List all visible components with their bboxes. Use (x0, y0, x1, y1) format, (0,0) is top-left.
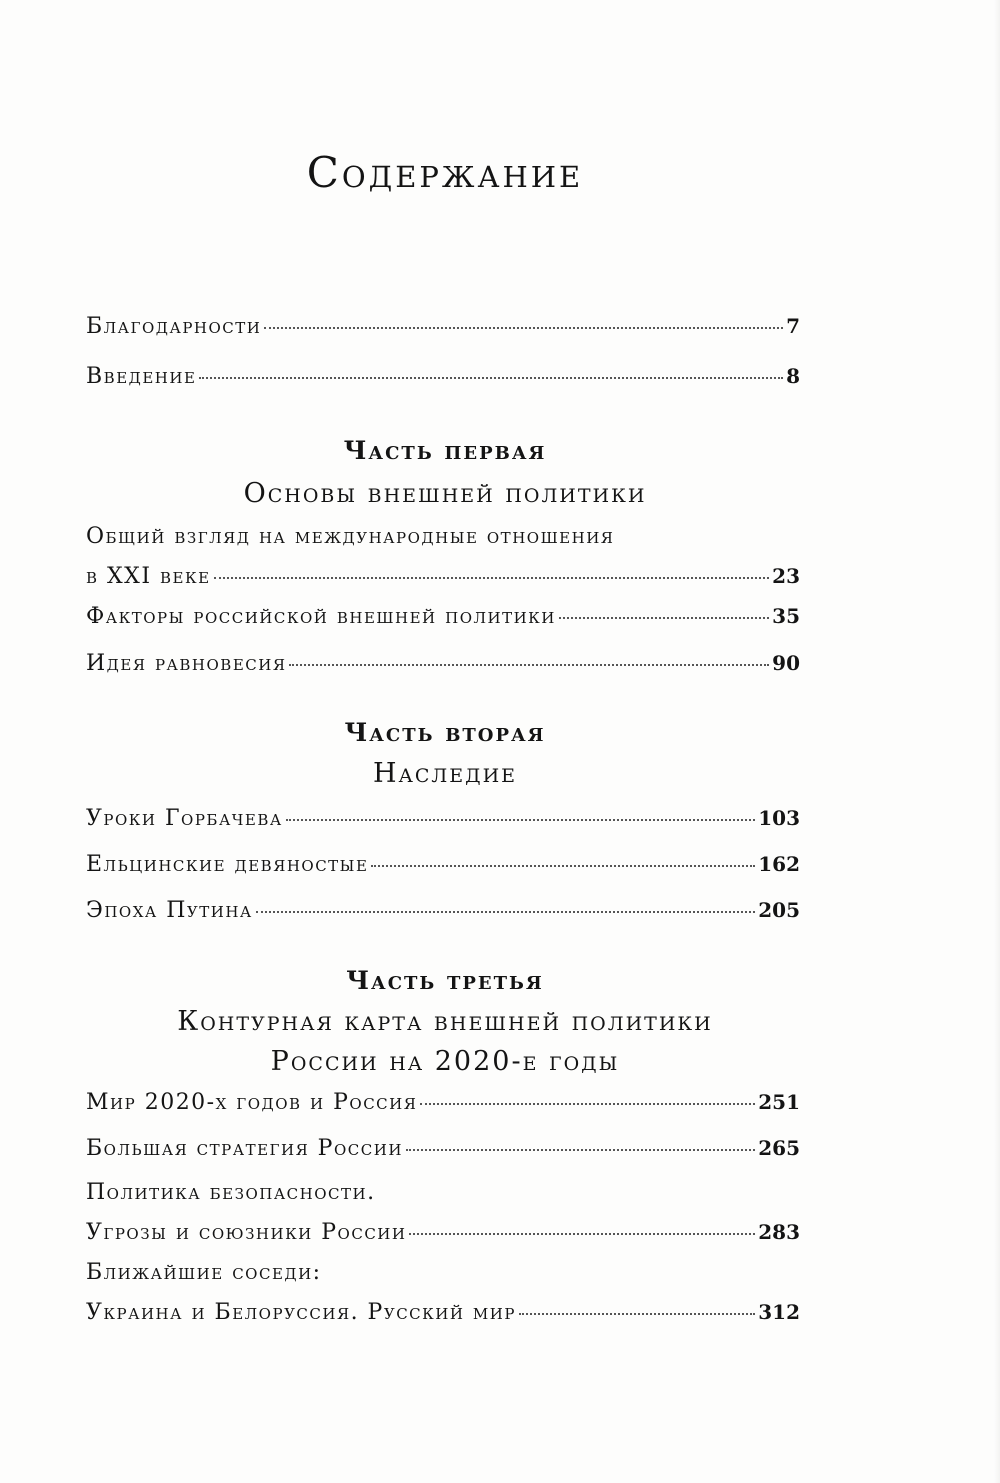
toc-entry-text: Ельцинские девяностые (86, 852, 369, 877)
dot-leader (256, 911, 755, 913)
toc-page-number: 251 (758, 1090, 800, 1114)
toc-entry-text-line-1: Общий взгляд на международные отношения (86, 524, 615, 549)
toc-entry-text: Идея равновесия (86, 651, 287, 676)
toc-page-number: 103 (758, 806, 800, 830)
dot-leader (420, 1103, 755, 1105)
toc-entry-text: Угрозы и союзники России (86, 1220, 407, 1245)
toc-entry-text: Благодарности (86, 314, 262, 339)
page-edge-shadow (994, 0, 1000, 1483)
part-2-label: Часть вторая (344, 718, 546, 747)
toc-entry-text: Эпоха Путина (86, 898, 253, 923)
toc-entry-p3-4[interactable] (86, 1262, 800, 1324)
part-3-title-line-1: Контурная карта внешней политики (177, 1006, 713, 1037)
toc-page-number: 90 (772, 651, 800, 675)
toc-page-number: 312 (758, 1300, 800, 1324)
dot-leader (289, 664, 769, 666)
toc-entry-p3-2[interactable] (86, 1138, 800, 1160)
toc-page-number: 265 (758, 1136, 800, 1160)
dot-leader (286, 819, 756, 821)
toc-entry-p1-2[interactable] (86, 606, 800, 628)
toc-page-number: 8 (786, 364, 800, 388)
dot-leader (264, 327, 783, 329)
toc-page-number: 7 (786, 314, 800, 338)
toc-entry-text: Украина и Белоруссия. Русский мир (86, 1300, 516, 1325)
part-1-label: Часть первая (343, 436, 547, 465)
part-2-title-line: Наследие (372, 758, 518, 789)
toc-entry-text-line-1: Политика безопасности. (86, 1180, 376, 1205)
part-1-title (0, 474, 890, 514)
toc-entry-p1-1[interactable] (86, 526, 800, 588)
toc-page-number: 205 (758, 898, 800, 922)
toc-page-number: 35 (772, 604, 800, 628)
dot-leader (406, 1149, 755, 1151)
part-2-title (0, 754, 890, 794)
part-3-title (0, 1002, 890, 1082)
toc-entry-introduction[interactable] (86, 366, 800, 388)
page-title: Содержание (306, 148, 584, 197)
dot-leader (409, 1233, 755, 1235)
toc-entry-acknowledgements[interactable] (86, 316, 800, 338)
toc-entry-text: Мир 2020-х годов и Россия (86, 1090, 418, 1115)
dot-leader (371, 865, 755, 867)
toc-page-number: 283 (758, 1220, 800, 1244)
part-3-label: Часть третья (346, 966, 544, 995)
dot-leader (559, 617, 769, 619)
toc-entry-p2-2[interactable] (86, 854, 800, 876)
toc-entry-text: в XXI веке (86, 564, 211, 589)
dot-leader (214, 577, 770, 579)
toc-entry-p3-3[interactable] (86, 1182, 800, 1244)
toc-entry-p3-1[interactable] (86, 1092, 800, 1114)
toc-page-number: 162 (758, 852, 800, 876)
dot-leader (519, 1313, 755, 1315)
part-1-title-line: Основы внешней политики (243, 478, 647, 509)
toc-page-number: 23 (772, 564, 800, 588)
toc-entry-text: Уроки Горбачева (86, 806, 283, 831)
dot-leader (199, 377, 783, 379)
toc-entry-text: Большая стратегия России (86, 1136, 403, 1161)
part-3-title-line-2: России на 2020-е годы (270, 1046, 620, 1077)
toc-entry-p1-3[interactable] (86, 653, 800, 675)
toc-entry-text: Введение (86, 364, 197, 389)
toc-entry-p2-1[interactable] (86, 808, 800, 830)
toc-entry-p2-3[interactable] (86, 900, 800, 922)
toc-entry-text-line-1: Ближайшие соседи: (86, 1260, 322, 1285)
toc-entry-text: Факторы российской внешней политики (86, 604, 556, 629)
